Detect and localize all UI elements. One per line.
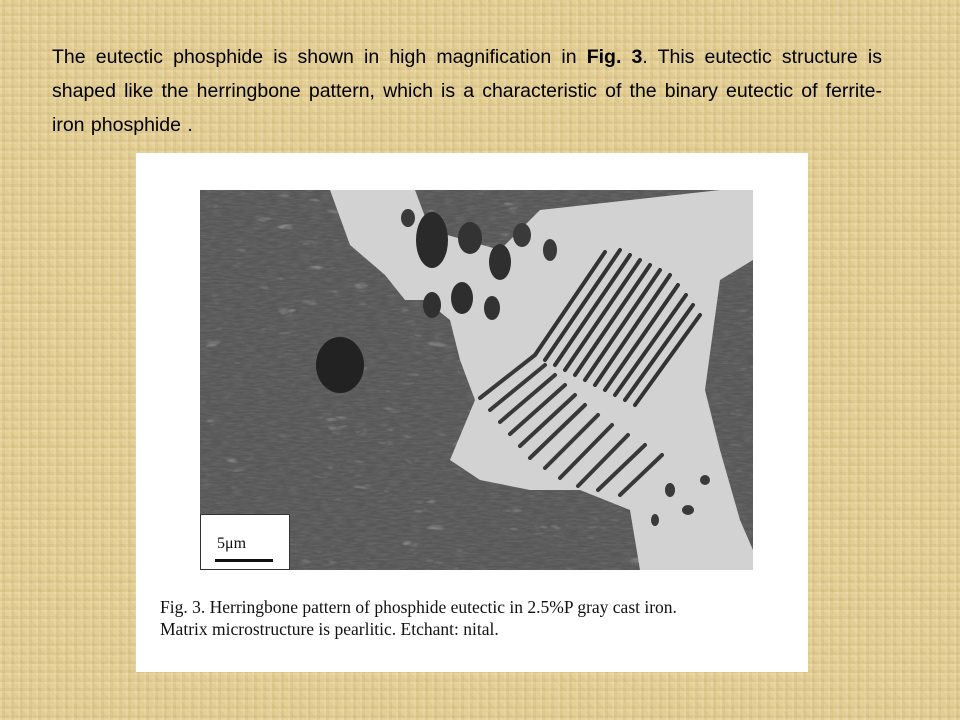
- scale-box: [200, 514, 290, 570]
- micrograph-illustration: [200, 190, 753, 570]
- paragraph-text-start: The eutectic phosphide is shown in high magnification in: [52, 46, 587, 68]
- scale-bar: [215, 559, 273, 562]
- caption-line-2: Matrix microstructure is pearlitic. Etchant: nital.: [160, 619, 499, 639]
- figure-reference: Fig. 3: [586, 46, 643, 68]
- scale-label: 5μm: [217, 535, 247, 552]
- body-paragraph: [52, 40, 882, 142]
- caption-line-1: Fig. 3. Herringbone pattern of phosphide eutectic in 2.5%P gray cast iron.: [160, 597, 677, 617]
- figure-caption: [160, 596, 800, 640]
- micrograph-image: [200, 190, 753, 570]
- paragraph-text-end: . This eutectic structure is shaped like the herringbone pattern, which is a characteristic of the binary eutectic of ferrite-iron phosphide .: [52, 46, 882, 136]
